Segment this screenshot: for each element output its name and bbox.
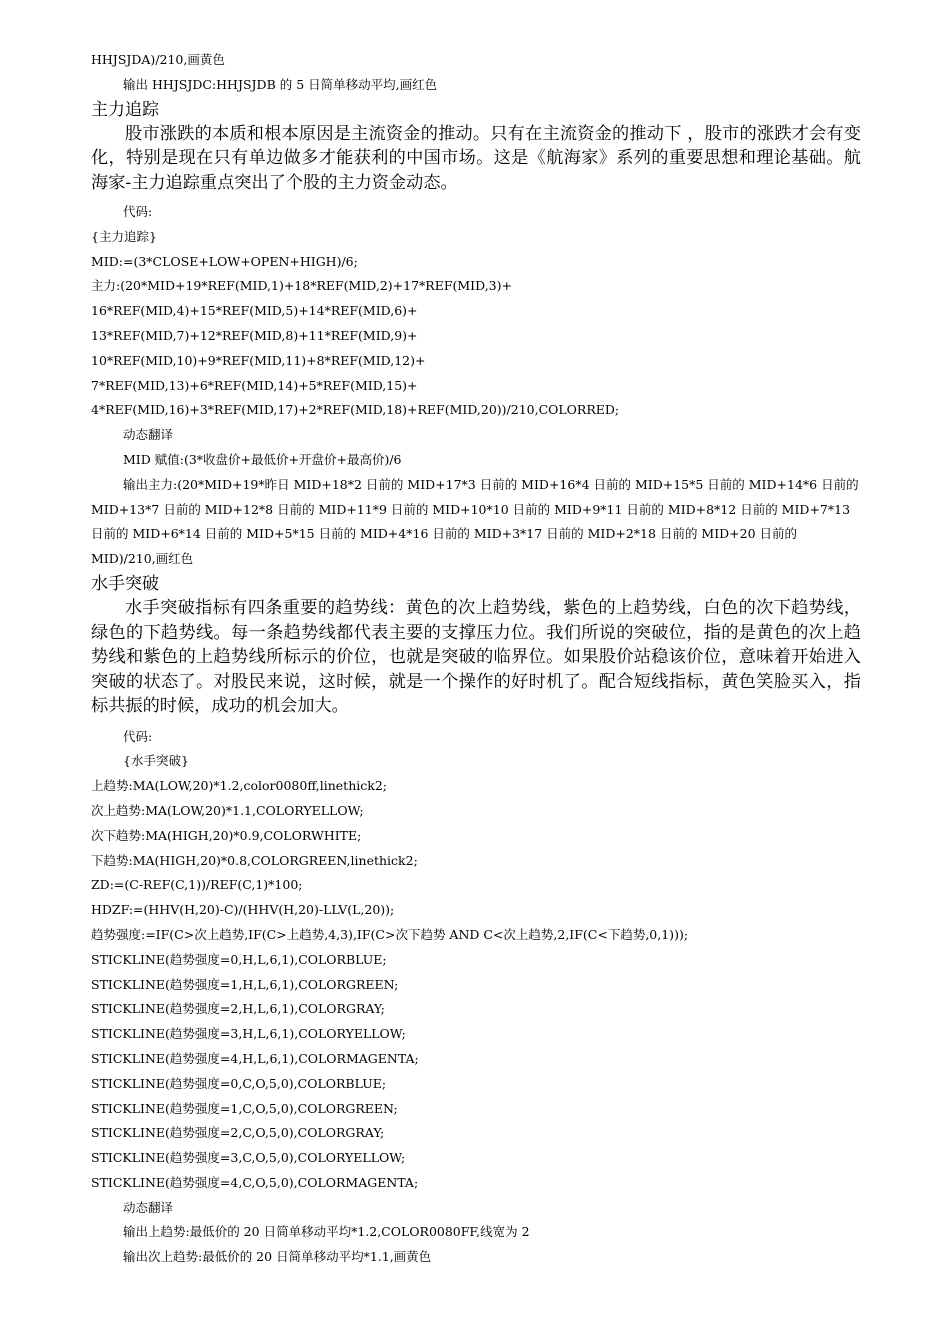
code-line: HDZF:=(HHV(H,20)-C)/(HHV(H,20)-LLV(L,20));: [91, 902, 395, 918]
code-line: 13*REF(MID,7)+12*REF(MID,8)+11*REF(MID,9)+: [91, 328, 418, 344]
code-line: 次下趋势:MA(HIGH,20)*0.9,COLORWHITE;: [91, 827, 362, 843]
translation-line: MID 赋值:(3*收盘价+最低价+开盘价+最高价)/6: [123, 452, 402, 468]
code-line: MID:=(3*CLOSE+LOW+OPEN+HIGH)/6;: [91, 253, 358, 269]
section-heading-zhuli: 主力追踪: [91, 99, 159, 120]
code-line: STICKLINE(趋势强度=3,C,O,5,0),COLORYELLOW;: [91, 1150, 406, 1166]
code-line: STICKLINE(趋势强度=1,H,L,6,1),COLORGREEN;: [91, 976, 399, 992]
code-line: STICKLINE(趋势强度=4,C,O,5,0),COLORMAGENTA;: [91, 1174, 419, 1190]
translation-label: 动态翻译: [123, 427, 174, 443]
code-line: ZD:=(C-REF(C,1))/REF(C,1)*100;: [91, 877, 303, 893]
translation-line: 输出次上趋势:最低价的 20 日简单移动平均*1.1,画黄色: [123, 1249, 432, 1265]
code-label: 代码:: [123, 728, 153, 744]
code-line: STICKLINE(趋势强度=2,H,L,6,1),COLORGRAY;: [91, 1001, 385, 1017]
code-title: {主力追踪}: [91, 228, 157, 244]
code-line: STICKLINE(趋势强度=4,H,L,6,1),COLORMAGENTA;: [91, 1050, 419, 1066]
zhuli-intro-paragraph: 股市涨跌的本质和根本原因是主流资金的推动。只有在主流资金的推动下 ，股市的涨跌才会有变化，特别是现在只有单边做多才能获利的中国市场。这是《航海家》系列的重要思想和理论基础。航海家-主力追踪重点突出了个股的主力资金动态。: [91, 123, 861, 193]
section-heading-shuishou: 水手突破: [91, 574, 159, 595]
document-page: [91, 48, 861, 1270]
code-line: 趋势强度:=IF(C>次上趋势,IF(C>上趋势,4,3),IF(C>次下趋势 AND C<次上趋势,2,IF(C<下趋势,0,1)));: [91, 926, 689, 942]
code-line: STICKLINE(趋势强度=0,H,L,6,1),COLORBLUE;: [91, 951, 387, 967]
code-line: STICKLINE(趋势强度=3,H,L,6,1),COLORYELLOW;: [91, 1026, 406, 1042]
code-line: 次上趋势:MA(LOW,20)*1.1,COLORYELLOW;: [91, 802, 364, 818]
translation-label: 动态翻译: [123, 1199, 174, 1215]
code-line: 7*REF(MID,13)+6*REF(MID,14)+5*REF(MID,15)+: [91, 377, 418, 393]
code-label: 代码:: [123, 204, 153, 220]
code-line: 4*REF(MID,16)+3*REF(MID,17)+2*REF(MID,18)+REF(MID,20))/210,COLORRED;: [91, 402, 620, 418]
code-line: 下趋势:MA(HIGH,20)*0.8,COLORGREEN,linethick2;: [91, 852, 418, 868]
code-line: STICKLINE(趋势强度=0,C,O,5,0),COLORBLUE;: [91, 1075, 387, 1091]
code-line: STICKLINE(趋势强度=2,C,O,5,0),COLORGRAY;: [91, 1125, 385, 1141]
translation-paragraph: 输出主力:(20*MID+19*昨日 MID+18*2 日前的 MID+17*3 日前的 MID+16*4 日前的 MID+15*5 日前的 MID+14*6 日前的 MID+13*7 日前的 MID+12*8 日前的 MID+11*9 日前的 MID+10*10 日前的 MID+9*11 日前的 MID+8*12 日前的 MID+7*13 日前的 MID+6*14 日前的 MID+5*15 日前的 MID+4*16 日前的 MID+3*17 日前的 MID+2*18 日前的 MID+20 日前的 MID)/210,画红色: [91, 476, 859, 567]
continued-translation-line: 输出 HHJSJDC:HHJSJDB 的 5 日简单移动平均,画红色: [123, 76, 438, 92]
translation-line: 输出上趋势:最低价的 20 日简单移动平均*1.2,COLOR0080FF,线宽为 2: [123, 1224, 530, 1240]
code-line: 主力:(20*MID+19*REF(MID,1)+18*REF(MID,2)+17*REF(MID,3)+: [91, 278, 512, 294]
code-line: 16*REF(MID,4)+15*REF(MID,5)+14*REF(MID,6)+: [91, 303, 418, 319]
continued-code-line: HHJSJDA)/210,画黄色: [91, 52, 225, 67]
code-title: {水手突破}: [123, 753, 189, 769]
code-line: 上趋势:MA(LOW,20)*1.2,color0080ff,linethick2;: [91, 778, 387, 794]
code-line: 10*REF(MID,10)+9*REF(MID,11)+8*REF(MID,12)+: [91, 352, 426, 368]
shuishou-intro-paragraph: 水手突破指标有四条重要的趋势线：黄色的次上趋势线，紫色的上趋势线，白色的次下趋势线，绿色的下趋势线。每一条趋势线都代表主要的支撑压力位。我们所说的突破位，指的是黄色的次上趋势线和紫色的上趋势线所标示的价位，也就是突破的临界位。如果股价站稳该价位，意味着开始进入突破的状态了。对股民来说，这时候，就是一个操作的好时机了。配合短线指标，黄色笑脸买入，指标共振的时候，成功的机会加大。: [91, 598, 861, 717]
code-line: STICKLINE(趋势强度=1,C,O,5,0),COLORGREEN;: [91, 1100, 398, 1116]
